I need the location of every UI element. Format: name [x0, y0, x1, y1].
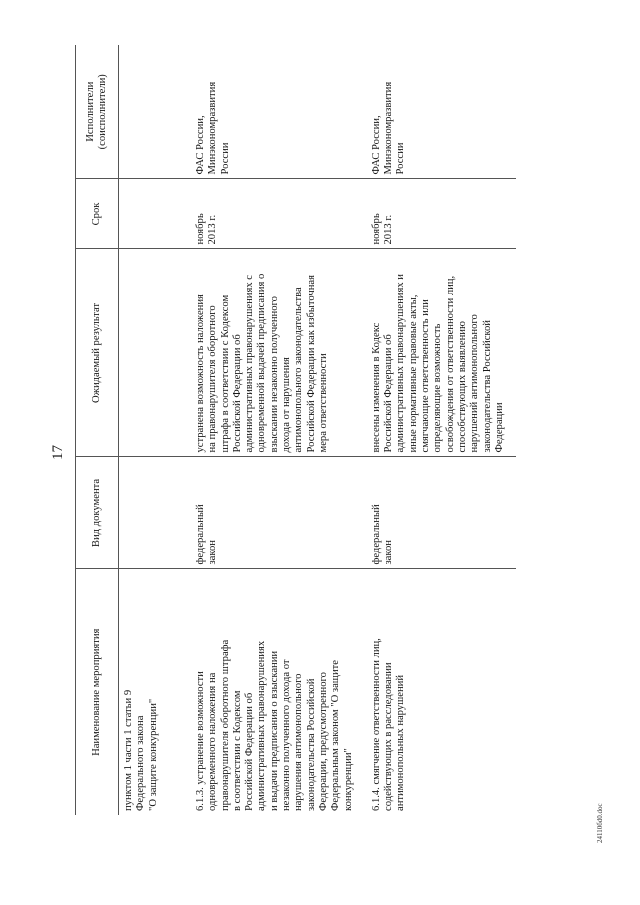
expected-result-cell: внесены изменения в Кодекс Российской Федерации об административных правонарушениях и иные нормативные правовые акты, смягчающие ответственность или определяющие возможность освобождения от ответственности лиц, способствующих выявлению нарушений антимонопольного законодательства Российской Федерации: [363, 249, 516, 457]
executors-cell: [119, 45, 188, 179]
activity-name-cell: 6.1.3. устранение возможности одновременного наложения на правонарушителя оборотного штрафа в соответствии с Кодексом Российской Федерации об административных правонарушениях и выдачи предписания о взыскании незаконно полученного дохода от нарушения антимонопольного законодательства Российской Федерации, предусмотренного Федеральным законом "О защите конкуренции": [195, 639, 354, 811]
page-number: 17: [50, 445, 66, 460]
deadline-cell: ноябрь 2013 г.: [363, 179, 516, 249]
table-row: [187, 45, 363, 815]
table-header-row: [76, 45, 119, 815]
deadline-cell: [119, 179, 188, 249]
document-file-code: 24110бd0.doc: [596, 803, 604, 843]
header-expected-result: Ожидаемый результат: [76, 249, 119, 457]
expected-result-cell: [119, 249, 188, 457]
table-row: [119, 45, 188, 815]
header-executors: Исполнители (соисполнители): [76, 45, 119, 179]
document-type-cell: федеральный закон: [187, 457, 363, 569]
header-activity-name: Наименование мероприятия: [90, 628, 102, 756]
deadline-cell: ноябрь 2013 г.: [187, 179, 363, 249]
activity-name-cell: 6.1.4. смягчение ответственности лиц, содействующих в расследовании антимонопольных нарушений: [370, 638, 407, 811]
table-row: [363, 45, 516, 815]
expected-result-cell: устранена возможность наложения на правонарушителя оборотного штрафа в соответствии с Кодексом Российской Федерации об административных правонарушениях с одновременной выдачей предписания о взыскании незаконно полученного дохода от нарушения антимонопольного законодательства Российской Федерации как избыточная мера ответственности: [187, 249, 363, 457]
header-deadline: Срок: [76, 179, 119, 249]
activity-name-cell: пунктом 1 части 1 статьи 9 Федерального закона "О защите конкуренции": [123, 689, 159, 811]
executors-cell: ФАС России, Минэкономразвития России: [363, 45, 516, 179]
executors-cell: ФАС России, Минэкономразвития России: [187, 45, 363, 179]
action-plan-table: [75, 45, 516, 815]
header-document-type: Вид документа: [76, 457, 119, 569]
document-type-cell: федеральный закон: [363, 457, 516, 569]
document-type-cell: [119, 457, 188, 569]
